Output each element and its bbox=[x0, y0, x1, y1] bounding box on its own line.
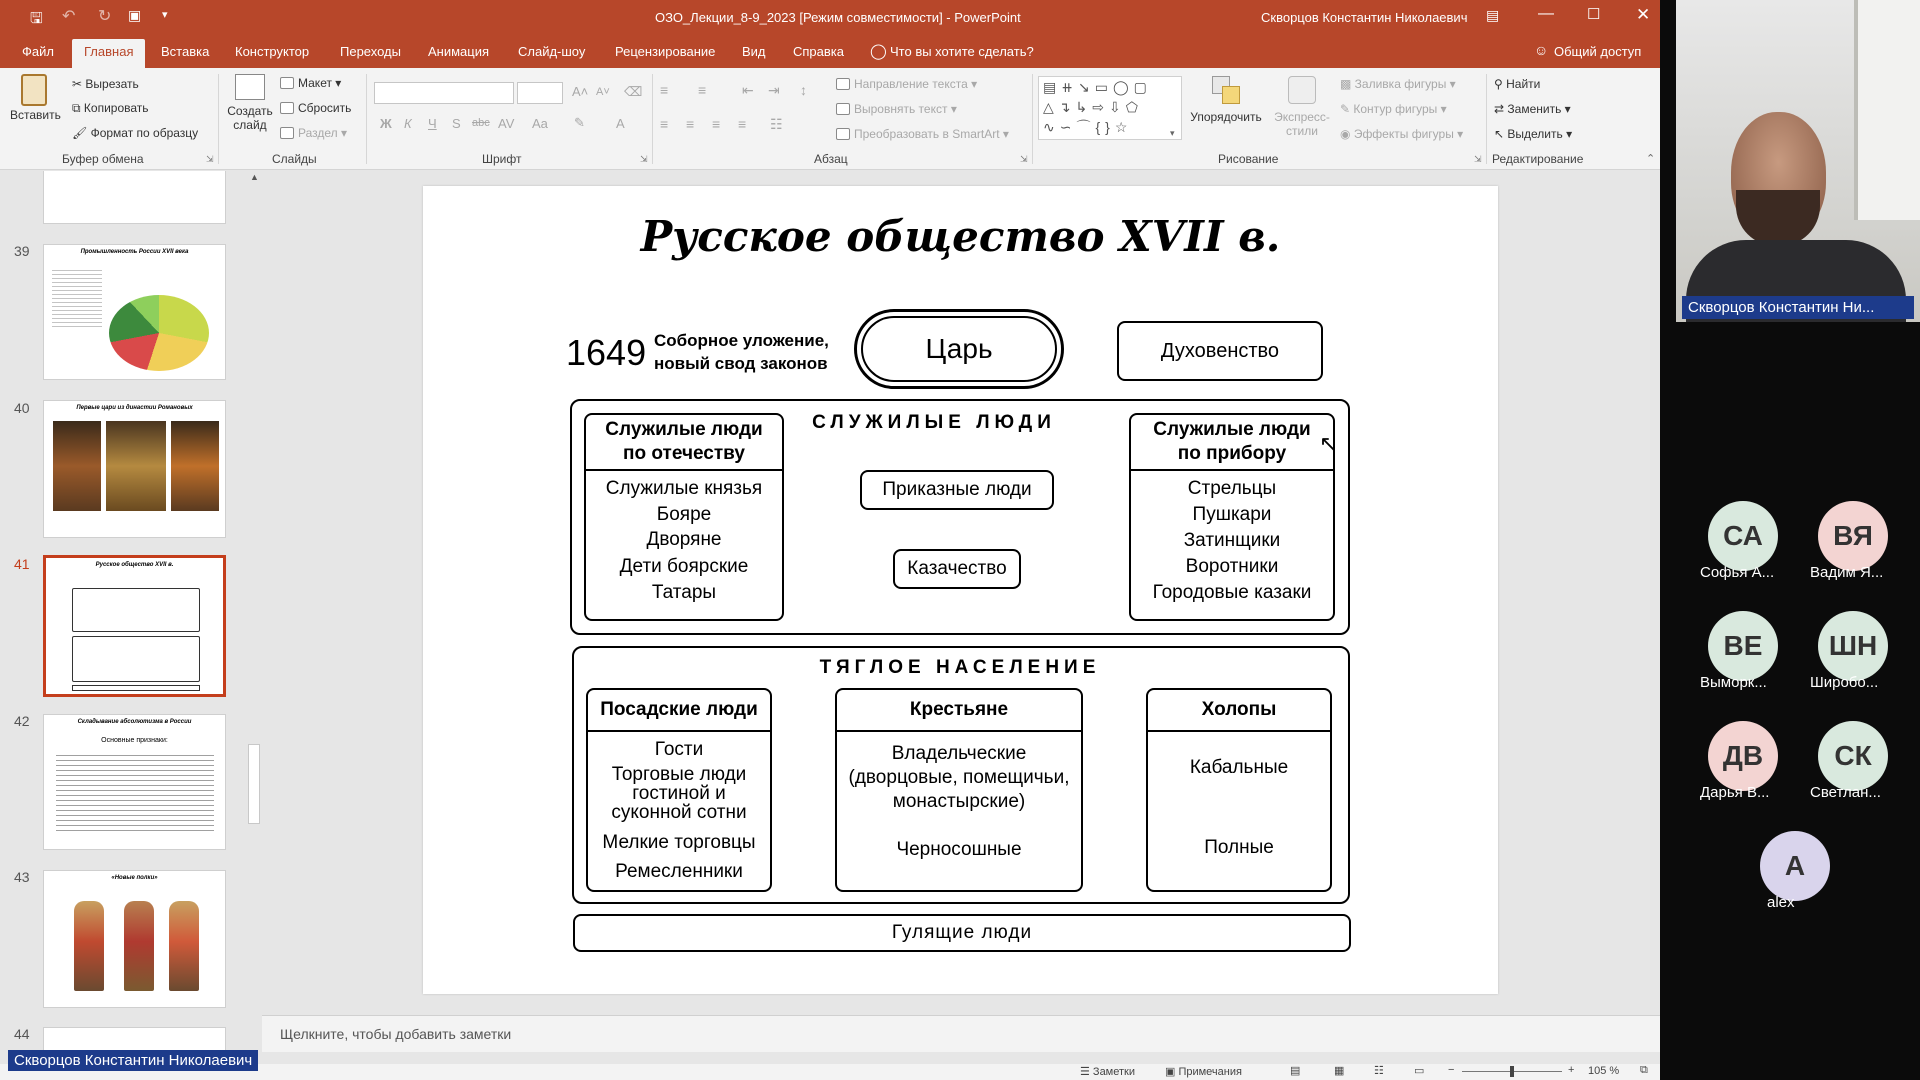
select-button[interactable]: ↖ Выделить ▾ bbox=[1494, 127, 1573, 141]
connector-shape-icon[interactable]: ↴ bbox=[1058, 99, 1076, 115]
tab-view[interactable]: Вид bbox=[742, 44, 766, 59]
reset-label: Сбросить bbox=[298, 101, 352, 115]
new-slide-icon bbox=[235, 74, 265, 100]
service-by-recruitment-header bbox=[1131, 415, 1333, 471]
quick-styles-label-2: стили bbox=[1286, 124, 1318, 138]
slide-canvas[interactable] bbox=[423, 186, 1498, 994]
customize-toolbar-icon[interactable]: ▾ bbox=[162, 9, 168, 21]
close-icon[interactable]: ✕ bbox=[1636, 5, 1651, 24]
star-shape-icon[interactable]: ☆ bbox=[1114, 119, 1133, 135]
group-drawing-label: Рисование bbox=[1218, 152, 1279, 166]
smartart-label: Преобразовать в SmartArt bbox=[854, 127, 1000, 141]
presenter-beard bbox=[1736, 190, 1820, 246]
scissors-icon: ✂ bbox=[72, 77, 86, 91]
select-label: Выделить bbox=[1507, 127, 1563, 141]
slide-title: Русское общество XVII в. bbox=[640, 212, 1281, 261]
pie-chart-image bbox=[109, 295, 209, 371]
list-item: Служилые князья bbox=[605, 478, 763, 499]
thumbnail-title: Складывание абсолютизма в России bbox=[77, 719, 192, 725]
replace-icon: ⇄ bbox=[1494, 102, 1508, 116]
divider bbox=[366, 74, 367, 164]
participant-name: Вадим Я... bbox=[1810, 564, 1884, 581]
soldiers-image bbox=[74, 901, 104, 991]
arrow-shape-icon[interactable]: ↘ bbox=[1077, 79, 1095, 95]
bullets-icon[interactable]: ≡ bbox=[660, 82, 669, 98]
find-label: Найти bbox=[1506, 77, 1541, 91]
align-text-button[interactable]: Выровнять текст ▾ bbox=[836, 102, 957, 116]
thumbnails-scrollbar[interactable] bbox=[246, 172, 262, 1040]
presenter-caption: Скворцов Константин Ни... bbox=[1682, 296, 1914, 319]
list-item: Воротники bbox=[1185, 556, 1279, 577]
participant-avatar[interactable] bbox=[1708, 501, 1778, 571]
serfs-title: Холопы bbox=[1148, 690, 1330, 732]
soldiers-image bbox=[169, 901, 199, 991]
increase-font-icon[interactable]: A˄ bbox=[572, 84, 589, 99]
change-case-button[interactable]: Aa bbox=[532, 116, 548, 131]
arc-shape-icon[interactable]: ⌒ bbox=[1076, 119, 1096, 135]
divider bbox=[1486, 74, 1487, 164]
new-slide-label-1: Создать bbox=[227, 104, 273, 118]
clear-formatting-icon[interactable]: ⌫ bbox=[624, 84, 643, 99]
list-item: Пушкари bbox=[1192, 504, 1272, 525]
oval-shape-icon[interactable]: ◯ bbox=[1112, 79, 1134, 95]
layout-icon bbox=[280, 77, 294, 89]
freeform-shape-icon[interactable]: ∽ bbox=[1059, 119, 1077, 135]
share-button[interactable]: Общий доступ bbox=[1554, 44, 1642, 59]
numbering-icon[interactable]: ≡ bbox=[698, 82, 707, 98]
slide-number-39: 39 bbox=[14, 243, 30, 259]
right-arrow-shape-icon[interactable]: ⇨ bbox=[1092, 99, 1109, 115]
layout-label: Макет bbox=[298, 76, 332, 90]
rectangle-shape-icon[interactable]: ▭ bbox=[1094, 79, 1113, 95]
effects-icon: ◉ bbox=[1340, 127, 1354, 141]
participant-name: alex bbox=[1767, 894, 1795, 911]
service-by-recruitment-box bbox=[1129, 413, 1338, 621]
arrange-button[interactable] bbox=[1186, 76, 1266, 124]
reset-icon bbox=[280, 102, 294, 114]
curve-shape-icon[interactable]: ∿ bbox=[1043, 119, 1060, 135]
tab-home[interactable]: Главная bbox=[72, 39, 145, 68]
participant-name: Широбо... bbox=[1810, 674, 1879, 691]
tab-help[interactable]: Справка bbox=[793, 44, 844, 59]
shapes-more-icon[interactable]: ▾ bbox=[1170, 128, 1175, 138]
person-icon: ☺ bbox=[1534, 42, 1549, 58]
bent-arrow-shape-icon[interactable]: ↳ bbox=[1075, 99, 1093, 115]
tab-animations[interactable]: Анимация bbox=[428, 44, 490, 59]
tsar-box bbox=[854, 309, 1064, 389]
list-item: Дворяне bbox=[646, 529, 722, 550]
brace-right-shape-icon[interactable]: } bbox=[1105, 119, 1115, 135]
comments-toggle-button[interactable]: ▣ Примечания bbox=[1165, 1066, 1242, 1078]
text-direction-label: Направление текста bbox=[854, 77, 968, 91]
align-center-icon[interactable]: ≡ bbox=[686, 116, 695, 132]
taxed-population-header: ТЯГЛОЕ НАСЕЛЕНИЕ bbox=[819, 657, 1101, 678]
italic-button[interactable]: К bbox=[404, 116, 412, 131]
townspeople-box bbox=[586, 688, 772, 892]
divider bbox=[1032, 74, 1033, 164]
replace-label: Заменить bbox=[1507, 102, 1562, 116]
zoom-slider-thumb[interactable] bbox=[1510, 1066, 1514, 1077]
thumbnail-diagram bbox=[72, 685, 200, 691]
list-item: Мелкие торговцы bbox=[602, 832, 756, 853]
fit-slide-icon[interactable]: ⧉ bbox=[1640, 1064, 1648, 1076]
service-by-fatherland-header bbox=[586, 415, 782, 471]
cursor-icon: ↖ bbox=[1494, 127, 1508, 141]
clipboard-icon bbox=[21, 74, 47, 106]
textbox-shape-icon[interactable]: ▤ bbox=[1043, 79, 1062, 95]
list-item: Гости bbox=[654, 739, 704, 760]
service-by-fatherland-box bbox=[584, 413, 784, 621]
tab-design[interactable]: Конструктор bbox=[235, 44, 310, 59]
undo-icon[interactable]: ↶ bbox=[62, 8, 76, 25]
copy-button[interactable] bbox=[72, 101, 149, 116]
paste-button[interactable] bbox=[10, 74, 61, 122]
lightbulb-icon: ◯ bbox=[870, 43, 887, 60]
slideshow-view-icon[interactable]: ▭ bbox=[1414, 1065, 1425, 1077]
service-by-fatherland-title-2: по отечеству bbox=[623, 443, 745, 464]
group-font-label: Шрифт bbox=[482, 152, 522, 166]
drawing-launcher-icon[interactable]: ⇲ bbox=[1474, 154, 1482, 164]
start-slideshow-icon[interactable]: ▣ bbox=[128, 7, 142, 23]
service-people-header: СЛУЖИЛЫЕ ЛЮДИ bbox=[812, 412, 1056, 433]
participant-initials: ШН bbox=[1828, 630, 1878, 661]
quick-styles-button[interactable] bbox=[1268, 76, 1336, 138]
thumbnail-text-lines bbox=[56, 751, 214, 831]
window-title: ОЗО_Лекции_8-9_2023 [Режим совместимости] - PowerPoint bbox=[655, 10, 1021, 25]
quick-styles-label-1: Экспресс- bbox=[1274, 110, 1330, 124]
mouse-cursor-icon: ↖ bbox=[1319, 431, 1338, 456]
shape-fill-button[interactable]: ▩ Заливка фигуры ▾ bbox=[1340, 77, 1456, 91]
slide-thumbnail-39[interactable] bbox=[43, 244, 226, 380]
participant-initials: ДВ bbox=[1722, 740, 1764, 771]
cossacks-box bbox=[893, 549, 1021, 589]
strikethrough-button[interactable]: abc bbox=[472, 117, 490, 129]
list-item: Ремесленники bbox=[615, 861, 743, 882]
list-item: Полные bbox=[1204, 837, 1274, 858]
group-paragraph-label: Абзац bbox=[814, 152, 848, 166]
columns-icon[interactable]: ☷ bbox=[770, 116, 783, 132]
section-label: Раздел bbox=[298, 126, 338, 140]
list-item: Городовые казаки bbox=[1152, 582, 1312, 603]
wandering-people-label: Гулящие люди bbox=[891, 922, 1033, 943]
divider bbox=[652, 74, 653, 164]
collapse-ribbon-icon[interactable]: ⌃ bbox=[1646, 153, 1656, 165]
title-bar bbox=[0, 0, 1660, 35]
prikaz-people-box bbox=[860, 470, 1054, 510]
arrange-icon bbox=[1212, 76, 1240, 104]
list-item: Кабальные bbox=[1189, 757, 1289, 778]
notes-toggle-button[interactable]: ☰ Заметки bbox=[1080, 1066, 1135, 1078]
paint-bucket-icon: ▩ bbox=[1340, 77, 1355, 91]
slide-thumbnail-38[interactable] bbox=[43, 171, 226, 224]
shape-outline-button[interactable]: ✎ Контур фигуры ▾ bbox=[1340, 102, 1447, 116]
service-by-recruitment-title-2: по прибору bbox=[1177, 443, 1287, 464]
justify-icon[interactable]: ≡ bbox=[738, 116, 747, 132]
clipboard-launcher-icon[interactable]: ⇲ bbox=[206, 154, 214, 164]
list-item: Торговые люди bbox=[611, 764, 747, 785]
format-painter-label: Формат по образцу bbox=[90, 126, 199, 140]
brush-icon: 🖌 bbox=[72, 126, 91, 140]
cossacks-label: Казачество bbox=[907, 558, 1007, 579]
align-right-icon[interactable]: ≡ bbox=[712, 116, 721, 132]
cut-label: Вырезать bbox=[85, 77, 139, 91]
ribbon-home bbox=[0, 68, 1660, 170]
font-launcher-icon[interactable]: ⇲ bbox=[640, 154, 648, 164]
slide-thumbnails-pane bbox=[0, 171, 262, 1046]
portrait-image-1 bbox=[53, 421, 101, 511]
slide-number-41: 41 bbox=[14, 556, 30, 572]
tab-slideshow[interactable]: Слайд-шоу bbox=[518, 44, 586, 59]
slide-number-42: 42 bbox=[14, 713, 30, 729]
underline-button[interactable]: Ч bbox=[428, 116, 437, 131]
law-code-line-1: Соборное уложение, bbox=[654, 331, 829, 350]
service-by-recruitment-title-1: Служилые люди bbox=[1153, 419, 1311, 440]
decrease-font-icon[interactable]: A˅ bbox=[596, 86, 610, 98]
soldiers-image bbox=[124, 901, 154, 991]
font-color-button[interactable]: A bbox=[616, 116, 625, 131]
list-item: гостиной и bbox=[632, 783, 726, 804]
save-icon[interactable]: 🖫 bbox=[30, 10, 43, 27]
decrease-indent-icon[interactable]: ⇤ bbox=[742, 82, 754, 98]
divider bbox=[218, 74, 219, 164]
serfs-box bbox=[1146, 688, 1332, 892]
townspeople-title: Посадские люди bbox=[588, 690, 770, 732]
triangle-shape-icon[interactable]: △ bbox=[1043, 99, 1059, 115]
list-item: Черносошные bbox=[896, 839, 1022, 860]
participant-initials: СА bbox=[1723, 520, 1763, 551]
list-item: суконной сотни bbox=[611, 802, 747, 823]
list-item: Стрельцы bbox=[1187, 478, 1277, 499]
copy-label: Копировать bbox=[83, 101, 149, 115]
find-icon: ⚲ bbox=[1494, 77, 1507, 91]
tab-transitions[interactable]: Переходы bbox=[340, 44, 401, 59]
slide-number-44: 44 bbox=[14, 1026, 30, 1042]
slide-thumbnail-41[interactable] bbox=[43, 555, 226, 697]
paste-label: Вставить bbox=[10, 108, 61, 122]
bold-button[interactable]: Ж bbox=[380, 116, 392, 131]
clergy-box bbox=[1117, 321, 1323, 381]
service-by-fatherland-title-1: Служилые люди bbox=[605, 419, 763, 440]
prikaz-people-label: Приказные люди bbox=[882, 479, 1032, 500]
window-frame bbox=[1854, 0, 1920, 220]
tab-insert[interactable]: Вставка bbox=[161, 44, 210, 59]
group-slides-label: Слайды bbox=[272, 152, 317, 166]
thumbnail-legend bbox=[52, 267, 102, 327]
wandering-people-box bbox=[573, 914, 1351, 952]
scrollbar-thumb[interactable] bbox=[248, 744, 260, 824]
arrange-label: Упорядочить bbox=[1190, 110, 1262, 124]
participant-name: Светлан... bbox=[1810, 784, 1881, 801]
participant-avatar[interactable] bbox=[1708, 721, 1778, 791]
conference-panel bbox=[1660, 0, 1920, 1080]
user-name[interactable]: Скворцов Константин Николаевич bbox=[1261, 10, 1468, 25]
list-item: Затинщики bbox=[1183, 530, 1281, 551]
list-item: Дети боярские bbox=[619, 556, 749, 577]
pen-icon: ✎ bbox=[1340, 102, 1354, 116]
tab-file[interactable]: Файл bbox=[22, 44, 54, 59]
participant-avatar[interactable] bbox=[1708, 611, 1778, 681]
smartart-icon bbox=[836, 128, 850, 140]
participant-avatar[interactable] bbox=[1760, 831, 1830, 901]
list-item: (дворцовые, помещичьи, bbox=[848, 767, 1070, 788]
text-direction-button[interactable]: Направление текста ▾ bbox=[836, 77, 977, 91]
zoom-out-icon[interactable]: − bbox=[1448, 1064, 1455, 1076]
thumbnail-diagram bbox=[72, 636, 200, 682]
align-text-label: Выровнять текст bbox=[854, 102, 948, 116]
list-item: монастырские) bbox=[892, 791, 1026, 812]
clergy-label: Духовенство bbox=[1160, 339, 1280, 362]
font-name-dropdown[interactable] bbox=[374, 82, 514, 104]
maximize-icon[interactable]: ☐ bbox=[1587, 6, 1601, 23]
slide-number-43: 43 bbox=[14, 869, 30, 885]
participant-name: Софья А... bbox=[1700, 564, 1775, 581]
find-button[interactable] bbox=[1494, 77, 1540, 91]
brace-left-shape-icon[interactable]: { bbox=[1095, 119, 1106, 135]
participant-initials: СК bbox=[1834, 740, 1872, 771]
shadow-button[interactable]: S bbox=[452, 116, 461, 131]
list-item: Бояре bbox=[656, 504, 712, 525]
layout-button[interactable]: Макет ▾ bbox=[280, 76, 341, 90]
tell-me-box[interactable]: Что вы хотите сделать? bbox=[890, 44, 1034, 59]
tab-review[interactable]: Рецензирование bbox=[615, 44, 716, 59]
pentagon-shape-icon[interactable]: ⬠ bbox=[1125, 99, 1143, 115]
law-code-line-2: новый свод законов bbox=[654, 354, 828, 373]
comments-toggle-label: Примечания bbox=[1178, 1066, 1242, 1078]
align-left-icon[interactable]: ≡ bbox=[660, 116, 669, 132]
shapes-gallery[interactable] bbox=[1038, 76, 1182, 140]
highlight-icon[interactable]: ✎ bbox=[574, 115, 585, 130]
zoom-in-icon[interactable]: + bbox=[1568, 1064, 1575, 1076]
redo-icon[interactable]: ↻ bbox=[98, 8, 112, 25]
participant-avatar[interactable] bbox=[1818, 501, 1888, 571]
text-direction-icon bbox=[836, 78, 850, 90]
char-spacing-button[interactable]: AV bbox=[498, 116, 515, 131]
participant-avatar[interactable] bbox=[1818, 721, 1888, 791]
line-shape-icon[interactable]: ⧺ bbox=[1061, 79, 1078, 95]
notes-placeholder: Щелкните, чтобы добавить заметки bbox=[280, 1026, 512, 1042]
reset-button[interactable] bbox=[280, 101, 351, 115]
participant-avatar[interactable] bbox=[1818, 611, 1888, 681]
shape-fill-label: Заливка фигуры bbox=[1354, 77, 1447, 91]
increase-indent-icon[interactable]: ⇥ bbox=[768, 82, 780, 98]
thumbnail-title: «Новые полки» bbox=[111, 875, 158, 881]
new-slide-button[interactable] bbox=[226, 74, 274, 132]
smartart-button[interactable]: Преобразовать в SmartArt ▾ bbox=[836, 127, 1009, 141]
thumbnail-title: Промышленность России XVII века bbox=[80, 249, 189, 255]
reading-view-icon[interactable]: ☷ bbox=[1374, 1065, 1384, 1077]
zoom-level[interactable]: 105 % bbox=[1588, 1065, 1620, 1077]
participant-name: Выморк... bbox=[1700, 674, 1767, 691]
tsar-label: Царь bbox=[861, 316, 1057, 382]
ribbon-display-options-icon[interactable]: ▤ bbox=[1486, 7, 1500, 23]
slide-thumbnail-42[interactable] bbox=[43, 714, 226, 850]
slide-thumbnail-40[interactable] bbox=[43, 400, 226, 538]
minimize-icon[interactable]: — bbox=[1538, 5, 1554, 22]
shape-effects-label: Эффекты фигуры bbox=[1353, 127, 1454, 141]
list-item: Татары bbox=[651, 582, 717, 603]
notes-pane[interactable] bbox=[262, 1015, 1660, 1052]
portrait-image-2 bbox=[106, 421, 166, 511]
down-arrow-shape-icon[interactable]: ⇩ bbox=[1108, 99, 1126, 115]
format-painter-button[interactable] bbox=[72, 126, 198, 140]
slide-thumbnail-43[interactable] bbox=[43, 870, 226, 1008]
copy-icon: ⧉ bbox=[72, 101, 84, 115]
new-slide-label-2: слайд bbox=[233, 118, 267, 132]
slide-number-40: 40 bbox=[14, 400, 30, 416]
slide-sorter-icon[interactable]: ▦ bbox=[1334, 1065, 1345, 1077]
participant-name: Дарья В... bbox=[1700, 784, 1770, 801]
normal-view-icon[interactable]: ▤ bbox=[1290, 1065, 1301, 1077]
replace-button[interactable]: ⇄ Заменить ▾ bbox=[1494, 102, 1571, 116]
peasants-box bbox=[835, 688, 1083, 892]
cut-button[interactable] bbox=[72, 77, 139, 91]
scroll-up-icon[interactable]: ▲ bbox=[250, 172, 259, 182]
thumbnail-subtitle: Основные признаки: bbox=[101, 737, 168, 744]
line-spacing-icon[interactable]: ↕ bbox=[800, 82, 807, 98]
notes-toggle-label: Заметки bbox=[1092, 1066, 1135, 1078]
peasants-title: Крестьяне bbox=[837, 690, 1081, 732]
thumbnail-diagram bbox=[72, 588, 200, 632]
section-icon bbox=[280, 127, 294, 139]
list-item: Владельческие bbox=[891, 743, 1027, 764]
thumbnail-title: Русское общество XVII в. bbox=[95, 562, 174, 568]
shape-effects-button[interactable]: ◉ Эффекты фигуры ▾ bbox=[1340, 127, 1464, 141]
align-text-icon bbox=[836, 103, 850, 115]
ribbon-tabs bbox=[0, 35, 1660, 68]
quick-styles-icon bbox=[1288, 76, 1316, 104]
group-clipboard-label: Буфер обмена bbox=[62, 152, 144, 166]
font-size-dropdown[interactable] bbox=[517, 82, 563, 104]
year-label: 1649 bbox=[566, 332, 647, 373]
participant-initials: A bbox=[1784, 850, 1806, 881]
presenter-name-overlay: Скворцов Константин Николаевич bbox=[8, 1050, 258, 1071]
thumbnail-title: Первые цари из династии Романовых bbox=[76, 405, 193, 411]
participant-initials: ВЯ bbox=[1833, 520, 1873, 551]
group-editing-label: Редактирование bbox=[1492, 152, 1584, 166]
paragraph-launcher-icon[interactable]: ⇲ bbox=[1020, 154, 1028, 164]
section-button[interactable]: Раздел ▾ bbox=[280, 126, 347, 140]
participant-initials: ВЕ bbox=[1723, 630, 1763, 661]
portrait-image-3 bbox=[171, 421, 219, 511]
rounded-rect-shape-icon[interactable]: ▢ bbox=[1133, 79, 1152, 95]
shape-outline-label: Контур фигуры bbox=[1353, 102, 1438, 116]
presenter-video[interactable] bbox=[1676, 0, 1920, 322]
